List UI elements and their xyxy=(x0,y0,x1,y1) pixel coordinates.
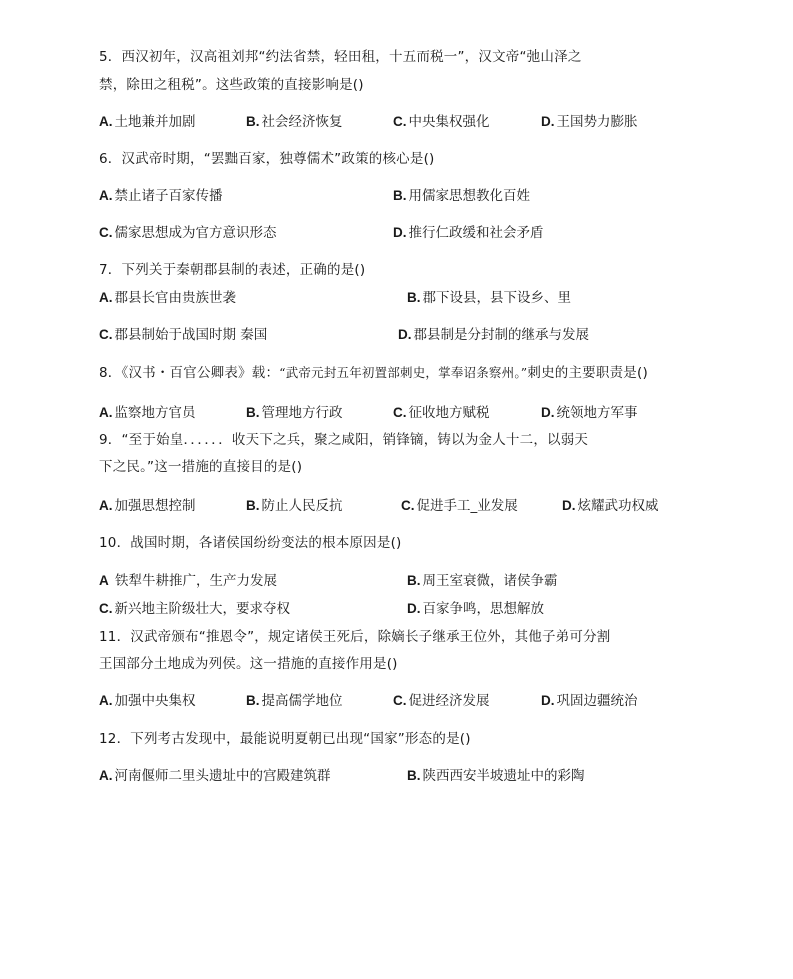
question-9-stem-line-2: 下之民。”这一措施的直接目的是() xyxy=(99,459,303,475)
question-7-stem: 7．下列关于秦朝郡县制的表述，正确的是() xyxy=(99,262,366,278)
question-6-stem: 6．汉武帝时期，“罢黜百家，独尊儒术”政策的核心是() xyxy=(99,151,435,167)
question-9-option-d[interactable]: D. 炫耀武功权威 xyxy=(562,498,659,514)
question-5-option-b[interactable]: B. 社会经济恢复 xyxy=(246,114,343,130)
question-7-option-a[interactable]: A. 郡县长官由贵族世袭 xyxy=(99,290,236,306)
question-11-option-b[interactable]: B. 提高儒学地位 xyxy=(246,693,343,709)
question-11-stem-line-1: 11．汉武帝颁布“推恩令”，规定诸侯王死后，除嫡长子继承王位外，其他子弟可分割 xyxy=(99,629,611,645)
question-8-option-d[interactable]: D. 统领地方军事 xyxy=(541,405,638,421)
question-5-option-d[interactable]: D. 王国势力膨胀 xyxy=(541,114,638,130)
question-8-quote: “武帝元封五年初置部刺史，掌奉诏条察州。” xyxy=(279,365,528,380)
question-9-option-c[interactable]: C. 促进手工_业发展 xyxy=(401,498,518,514)
question-9-stem-line-1: 9．“至于始皇．．．．．．收天下之兵，聚之咸阳，销锋镝，铸以为金人十二，以弱天 xyxy=(99,432,589,448)
question-8-stem: 8．《汉书・百官公卿表》载：“武帝元封五年初置部刺史，掌奉诏条察州。”刺史的主要职责是() xyxy=(99,365,648,381)
question-7-option-d[interactable]: D. 郡县制是分封制的继承与发展 xyxy=(398,327,589,343)
question-5-stem-line-1: 5．西汉初年，汉高祖刘邦“约法省禁，轻田租，十五而税一”，汉文帝“弛山泽之 xyxy=(99,49,582,65)
question-10-option-d[interactable]: D. 百家争鸣，思想解放 xyxy=(407,601,544,617)
question-11-option-c[interactable]: C. 促进经济发展 xyxy=(393,693,490,709)
question-12-option-b[interactable]: B. 陕西西安半坡遗址中的彩陶 xyxy=(407,768,585,784)
question-6-option-b[interactable]: B. 用儒家思想教化百姓 xyxy=(393,188,530,204)
question-5-stem-line-2: 禁，除田之租税”。这些政策的直接影响是() xyxy=(99,77,364,93)
question-11-stem-line-2: 王国部分土地成为列侯。这一措施的直接作用是() xyxy=(99,656,398,672)
question-8-option-c[interactable]: C. 征收地方赋税 xyxy=(393,405,490,421)
question-10-option-a[interactable]: A 铁犁牛耕推广，生产力发展 xyxy=(99,573,278,589)
question-12-option-a[interactable]: A. 河南偃师二里头遗址中的宫殿建筑群 xyxy=(99,768,331,784)
question-10-option-b[interactable]: B. 周王室衰微，诸侯争霸 xyxy=(407,573,558,589)
question-6-option-a[interactable]: A. 禁止诸子百家传播 xyxy=(99,188,223,204)
question-9-option-a[interactable]: A. 加强思想控制 xyxy=(99,498,196,514)
question-10-stem: 10．战国时期，各诸侯国纷纷变法的根本原因是() xyxy=(99,535,402,551)
question-6-option-d[interactable]: D. 推行仁政缓和社会矛盾 xyxy=(393,225,544,241)
question-11-option-a[interactable]: A. 加强中央集权 xyxy=(99,693,196,709)
question-9-option-b[interactable]: B. 防止人民反抗 xyxy=(246,498,343,514)
question-10-option-c[interactable]: C. 新兴地主阶级壮大，要求夺权 xyxy=(99,601,290,617)
question-5-option-a[interactable]: A. 土地兼并加剧 xyxy=(99,114,196,130)
question-8-option-b[interactable]: B. 管理地方行政 xyxy=(246,405,343,421)
question-5-option-c[interactable]: C. 中央集权强化 xyxy=(393,114,490,130)
question-7-option-c[interactable]: C. 郡县制始于战国时期 秦国 xyxy=(99,327,268,343)
question-12-stem: 12．下列考古发现中，最能说明夏朝已出现“国家”形态的是() xyxy=(99,731,471,747)
question-6-option-c[interactable]: C. 儒家思想成为官方意识形态 xyxy=(99,225,277,241)
question-11-option-d[interactable]: D. 巩固边疆统治 xyxy=(541,693,638,709)
question-8-option-a[interactable]: A. 监察地方官员 xyxy=(99,405,196,421)
question-7-option-b[interactable]: B. 郡下设县，县下设乡、里 xyxy=(407,290,571,306)
